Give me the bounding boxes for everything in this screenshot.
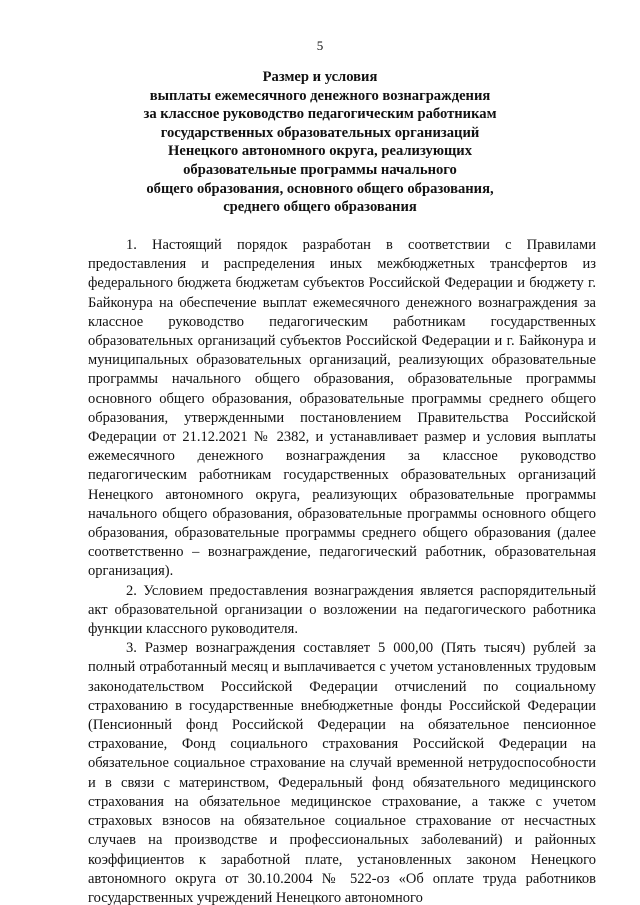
title-line: среднего общего образования xyxy=(223,199,417,216)
title-line: государственных образовательных организаций xyxy=(160,124,480,141)
page-number: 5 xyxy=(316,38,324,53)
title-line: выплаты ежемесячного денежного вознаграждения xyxy=(149,87,491,104)
paragraph-2: 2. Условием предоставления вознаграждения является распорядительный акт образовательной организации о возложении на педагогического работника функции классного руководителя. xyxy=(88,582,596,638)
paragraph-1: 1. Настоящий порядок разработан в соответствии с Правилами предоставления и распределения иных межбюджетных трансфертов из федерального бюджета бюджетам субъектов Российской Федерации и бюджету г. Байконура на обеспечение выплат ежемесячного денежного вознаграждения за классное руководство педагогическим работникам государственных образовательных организаций субъектов Российской Федерации и г. Байконура и муниципальных образовательных организаций, реализующих образовательные программы начального общего образования, образовательные программы основного общего образования, образовательные программы среднего общего образования, утвержденными постановлением Правительства Российской Федерации от 21.12.2021 № 2382, и устанавливает размер и условия выплаты ежемесячного денежного вознаграждения за классное руководство педагогическим работникам государственных образовательных организаций Ненецкого автономного округа, реализующих образовательные программы начального общего образования, образовательные программы основного общего образования, образовательные программы среднего общего образования (далее соответственно – вознаграждение, педагогический работник, образовательная организация). xyxy=(88,237,596,580)
document-title xyxy=(90,68,550,217)
title-line: образовательные программы начального xyxy=(183,161,457,178)
title-line: общего образования, основного общего образования, xyxy=(146,180,494,197)
title-line: за классное руководство педагогическим работникам xyxy=(143,106,497,123)
paragraph-3: 3. Размер вознаграждения составляет 5 000,00 (Пять тысяч) рублей за полный отработанный месяц и выплачивается с учетом установленных трудовым законодательством Российской Федерации отчислений по социальному страхованию в государственные внебюджетные фонды Российской Федерации (Пенсионный фонд Российской Федерации на обязательное пенсионное страхование, Фонд социального страхования Российской Федерации на обязательное социальное страхование на случай временной нетрудоспособности и в связи с материнством, Федеральный фонд обязательного медицинского страхования на обязательное медицинское страхование, а также с учетом страховых взносов на обязательное социальное страхование от несчастных случаев на производстве и профессиональных заболеваний) и районных коэффициентов к заработной плате, установленных законом Ненецкого автономного округа от 30.10.2004 № 522-оз «Об оплате труда работников государственных учреждений Ненецкого автономного xyxy=(88,640,596,905)
title-line: Ненецкого автономного округа, реализующих xyxy=(167,143,472,160)
title-line: Размер и условия xyxy=(262,69,378,85)
document-body xyxy=(88,236,596,905)
